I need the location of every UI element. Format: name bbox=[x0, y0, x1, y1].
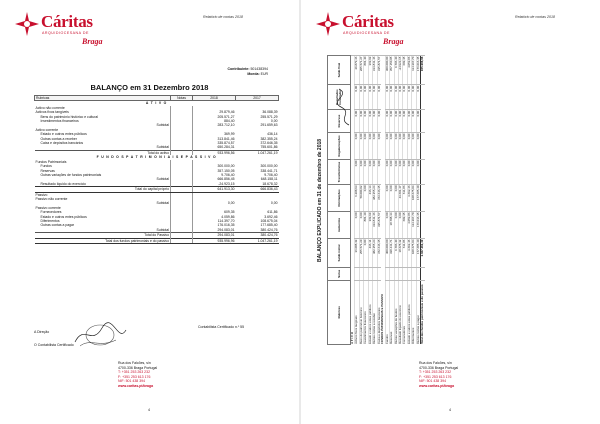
flux-cell: -24.923,15 bbox=[398, 56, 402, 85]
flux-col-header: Saldo final bbox=[328, 56, 351, 85]
flux-cell: 0,00 bbox=[377, 110, 381, 133]
row-label: Fornecedores bbox=[40, 210, 62, 215]
flux-cell: 300.000,00 bbox=[385, 56, 389, 85]
address-web[interactable]: www.caritas.pt/braga bbox=[419, 383, 455, 388]
flux-cell: 609,35 bbox=[403, 56, 407, 85]
flux-cell: 0,00 bbox=[364, 85, 368, 110]
row-value: 935.996,96 bbox=[193, 238, 236, 243]
section-label: A T I V O bbox=[145, 101, 168, 106]
row-value: 0,00 bbox=[270, 119, 278, 124]
flux-section-label: A T I V O bbox=[351, 56, 355, 345]
flux-cell: 9.706,40 bbox=[394, 238, 398, 267]
flux-cell: 369,99 bbox=[368, 56, 372, 85]
flux-cell: 0,00 bbox=[394, 160, 398, 185]
flux-cell: 0,00 bbox=[412, 160, 416, 185]
flux-cell: 0,00 bbox=[359, 110, 363, 133]
flux-row-label: Caixa e depósitos bancários bbox=[377, 280, 381, 344]
row-value: 114.397,70 bbox=[217, 218, 235, 223]
row-value: 755.601,86 bbox=[260, 145, 278, 150]
flux-cell: 3.692,46 bbox=[407, 184, 411, 211]
row-label: Resultado líquido do exercício bbox=[40, 181, 86, 186]
row-label: Activos fixos tangíveis bbox=[35, 110, 69, 115]
flux-cell: 0,00 bbox=[407, 160, 411, 185]
row-label: Total dos fundos patrimoniais e do passivo bbox=[35, 238, 171, 243]
direction-label: A Direção bbox=[34, 330, 50, 334]
flux-cell: 0,00 bbox=[355, 211, 359, 238]
flux-cell: 0,00 bbox=[407, 133, 411, 160]
flux-cell: 0,00 bbox=[394, 110, 398, 133]
flux-row-label: Bens do património histórico bbox=[359, 280, 363, 344]
flux-cell: 0,00 bbox=[364, 238, 368, 267]
flux-cell: 177.685,40 bbox=[416, 238, 420, 267]
row-value: 294.083,01 bbox=[193, 233, 236, 238]
row-label: Subtotal bbox=[156, 201, 169, 206]
col-header: Rubricas bbox=[35, 96, 171, 101]
flux-cell bbox=[421, 160, 425, 185]
flux-cell bbox=[421, 211, 425, 238]
row-value: 108.675,04 bbox=[260, 218, 278, 223]
flux-cell: 338.441,71 bbox=[390, 238, 394, 267]
flux-cell: 0,00 bbox=[359, 211, 363, 238]
row-value: 3.692,46 bbox=[264, 214, 278, 219]
flux-cell: 0,00 bbox=[398, 133, 402, 160]
row-value: 372.646,35 bbox=[260, 141, 278, 146]
signature-icon bbox=[335, 87, 355, 127]
flux-cell: 357.150,05 bbox=[390, 56, 394, 85]
flux-row-label: Estado e outros entes públicos bbox=[407, 280, 411, 344]
flux-cell: 0,00 bbox=[403, 133, 407, 160]
rotated-title: BALANÇO EXPLICADO em 31 de dezembro de 2018 bbox=[317, 138, 323, 263]
flux-cell: 3.692,46 bbox=[407, 238, 411, 267]
row-value: 36.088,39 bbox=[262, 110, 278, 115]
caritas-logo bbox=[315, 11, 404, 46]
flux-cell: 0,00 bbox=[368, 133, 372, 160]
flux-row-label: Outras contas a pagar bbox=[416, 280, 420, 344]
flux-cell: 382.355,24 bbox=[373, 184, 377, 211]
flux-cell: 0,00 bbox=[359, 133, 363, 160]
contribuinte-value: 501438394 bbox=[250, 67, 268, 71]
flux-cell: 884,40 bbox=[364, 211, 368, 238]
caritas-cross-icon bbox=[315, 11, 341, 37]
caritas-logo bbox=[14, 11, 103, 46]
contribuinte-label: Contribuinte: bbox=[227, 67, 250, 71]
row-value: 0,00 bbox=[270, 201, 278, 206]
row-value: 357.150,05 bbox=[217, 168, 235, 173]
row-value: 29.879,46 bbox=[219, 110, 235, 115]
flux-row-label: Fundos bbox=[385, 280, 389, 344]
flux-cell: 0,00 bbox=[385, 211, 389, 238]
flux-cell: 0,00 bbox=[359, 160, 363, 185]
flux-cell: 0,00 bbox=[385, 133, 389, 160]
flux-cell: 176.016,35 bbox=[416, 56, 420, 85]
address-web[interactable]: www.caritas.pt/braga bbox=[118, 383, 154, 388]
flux-cell: 0,00 bbox=[355, 110, 359, 133]
moeda-label: Moeda: bbox=[247, 71, 260, 76]
flux-row-label: Outras contas a receber bbox=[373, 280, 377, 344]
flux-cell: 436,14 bbox=[368, 238, 372, 267]
caritas-cross-icon bbox=[14, 11, 40, 37]
meta-block bbox=[156, 67, 268, 76]
flux-cell: 300.000,00 bbox=[385, 238, 389, 267]
flux-cell: 50.000,02 bbox=[359, 184, 363, 211]
total-row bbox=[35, 238, 279, 243]
row-label: Subtotal bbox=[156, 123, 169, 128]
flux-cell: 0,00 bbox=[364, 184, 368, 211]
flux-cell bbox=[421, 133, 425, 160]
flux-cell: 255.571,29 bbox=[359, 238, 363, 267]
flux-cell: 0,00 bbox=[373, 160, 377, 185]
flux-cell: 29.879,46 bbox=[355, 56, 359, 85]
col-header: Notas bbox=[171, 96, 193, 101]
flux-cell: 43.601,47 bbox=[398, 184, 402, 211]
brand-subtitle: ARQUIDIOCESANA DE bbox=[343, 31, 390, 35]
flux-cell: 0,00 bbox=[394, 133, 398, 160]
flux-cell: 0,00 bbox=[377, 85, 381, 110]
row-label: Outras contas a pagar bbox=[40, 223, 75, 228]
flux-cell: 0,00 bbox=[390, 184, 394, 211]
row-label: Total do capital próprio bbox=[35, 187, 171, 192]
row-label: Estado e outros entes públicos bbox=[40, 132, 87, 137]
flux-cell: 0,00 bbox=[385, 110, 389, 133]
flux-cell: 313.841,46 bbox=[373, 211, 377, 238]
flux-cell: 177.685,40 bbox=[416, 184, 420, 211]
row-label: Activo não corrente bbox=[35, 105, 65, 110]
rotated-content bbox=[313, 48, 583, 353]
flux-cell: 382.355,24 bbox=[373, 238, 377, 267]
row-label: Outras variações de fundos patrimoniais bbox=[40, 172, 102, 177]
row-label: Total do Passivo bbox=[35, 233, 171, 238]
page-balance-sheet bbox=[0, 0, 299, 424]
moeda-value: EUR bbox=[260, 71, 268, 76]
flux-cell: 1.047.261,19 bbox=[421, 238, 425, 267]
flux-cell: 313.841,46 bbox=[373, 56, 377, 85]
flux-cell: 205.571,27 bbox=[359, 56, 363, 85]
row-label: Estado e outros entes públicos bbox=[40, 214, 87, 219]
row-label: Subtotal bbox=[156, 177, 169, 182]
row-label: Fundos Patrimoniais bbox=[35, 159, 67, 164]
row-value: 255.571,29 bbox=[260, 114, 278, 119]
row-value: 294.083,01 bbox=[217, 227, 235, 232]
flux-cell: 108.675,04 bbox=[412, 238, 416, 267]
row-label: Subtotal bbox=[156, 145, 169, 150]
row-label: Outras contas a receber bbox=[40, 136, 77, 141]
row-label: Total do activo bbox=[35, 150, 171, 155]
flux-row-label: Fornecedores bbox=[403, 280, 407, 344]
flux-cell: 0,00 bbox=[390, 160, 394, 185]
row-label: Passivo bbox=[35, 192, 48, 197]
flux-cell bbox=[421, 110, 425, 133]
flux-cell: 0,00 bbox=[398, 85, 402, 110]
row-value: 884,40 bbox=[224, 119, 235, 124]
flux-cell: 372.646,35 bbox=[377, 184, 381, 211]
notes-cell bbox=[171, 238, 193, 243]
flux-cell: 0,00 bbox=[416, 85, 420, 110]
flux-cell: 0,00 bbox=[394, 184, 398, 211]
row-value: 313.841,46 bbox=[217, 136, 235, 141]
flux-cell: 18.708,34 bbox=[390, 211, 394, 238]
row-value: 0,00 bbox=[227, 201, 235, 206]
flux-cell: 0,00 bbox=[412, 85, 416, 110]
row-label: Passivo não corrente bbox=[35, 196, 68, 201]
flux-col-header: Regularizações bbox=[328, 133, 351, 160]
flux-row bbox=[421, 56, 425, 345]
row-value: 338.441,71 bbox=[260, 168, 278, 173]
page-number: 4 bbox=[148, 408, 150, 412]
flux-cell: 0,00 bbox=[355, 133, 359, 160]
row-label: Caixa e depósitos bancários bbox=[40, 141, 84, 146]
flux-row-label: Outras variações de fundos bbox=[394, 280, 398, 344]
flux-row-label: Reservas bbox=[390, 280, 394, 344]
flux-cell: 884,40 bbox=[364, 56, 368, 85]
row-label: Reservas bbox=[40, 168, 55, 173]
flux-cell: 0,00 bbox=[394, 85, 398, 110]
row-value: 609,35 bbox=[224, 210, 235, 215]
row-value: 369,99 bbox=[224, 132, 235, 137]
brand-subtitle: ARQUIDIOCESANA DE bbox=[42, 31, 89, 35]
flux-cell: 0,00 bbox=[394, 211, 398, 238]
flux-cell bbox=[421, 268, 425, 280]
address-block bbox=[419, 361, 458, 388]
flux-cell: 0,00 bbox=[377, 133, 381, 160]
flux-cell: 114.397,70 bbox=[412, 211, 416, 238]
flux-cell: 369,99 bbox=[368, 211, 372, 238]
flux-cell: 0,00 bbox=[364, 133, 368, 160]
header-note: Relatório de contas 2018 bbox=[515, 15, 555, 19]
flux-cell: 611,86 bbox=[403, 184, 407, 211]
row-value: 666.836,43 bbox=[236, 187, 279, 192]
flux-row-label: Investimentos financeiros bbox=[364, 280, 368, 344]
flux-row-label: Diferimentos bbox=[412, 280, 416, 344]
row-value: 611,86 bbox=[267, 210, 278, 215]
row-value: -24.923,15 bbox=[218, 181, 235, 186]
flux-cell: 0,00 bbox=[364, 110, 368, 133]
flux-cell: 611,86 bbox=[403, 238, 407, 267]
flux-col-header: Aumentos bbox=[328, 211, 351, 238]
row-value: 4.059,86 bbox=[221, 214, 235, 219]
section-label: F U N D O S P A T R I M O N I A I S E P A S S I V O bbox=[96, 155, 217, 160]
row-value: 177.685,40 bbox=[260, 223, 278, 228]
flux-cell: 0,00 bbox=[368, 110, 372, 133]
flux-cell: 335.874,57 bbox=[377, 211, 381, 238]
row-label: Passivo corrente bbox=[35, 205, 61, 210]
page-flux-table bbox=[301, 0, 600, 424]
flux-cell: 0,00 bbox=[390, 110, 394, 133]
signature-area bbox=[34, 320, 134, 350]
row-value: 176.016,35 bbox=[217, 223, 235, 228]
flux-cell: 0,00 bbox=[368, 85, 372, 110]
flux-cell: 0,00 bbox=[407, 110, 411, 133]
flux-cell: 0,00 bbox=[416, 110, 420, 133]
accountant-number: Contabilista Certificado n.º 55 bbox=[198, 325, 245, 329]
flux-cell: 176.016,35 bbox=[416, 211, 420, 238]
row-value: 9.706,40 bbox=[221, 172, 235, 177]
row-label: Subtotal bbox=[156, 227, 169, 232]
stamp-and-signature-icon bbox=[70, 320, 130, 350]
flux-cell: 0,00 bbox=[398, 160, 402, 185]
flux-cell: 0,00 bbox=[407, 85, 411, 110]
address-postal: 4700-336 Braga Portugal bbox=[118, 365, 158, 370]
flux-row-label: Activos fixos tangíveis bbox=[355, 280, 359, 344]
flux-cell: 0,00 bbox=[403, 160, 407, 185]
flux-col-header: Transferências bbox=[328, 160, 351, 185]
row-value: 380.424,76 bbox=[236, 233, 279, 238]
row-label: Bens do património histórico e cultural bbox=[40, 114, 98, 119]
flux-cell: 4.059,86 bbox=[407, 56, 411, 85]
flux-cell: 4.059,86 bbox=[407, 211, 411, 238]
brand-name: Cáritas bbox=[342, 12, 394, 31]
flux-cell: 935.996,96 bbox=[421, 56, 425, 85]
flux-row-label: Resultado líquido do exercício bbox=[398, 280, 402, 344]
flux-cell: 0,00 bbox=[385, 160, 389, 185]
row-value: 666.856,45 bbox=[217, 177, 235, 182]
address-fax: F: +351 253 613 176 bbox=[419, 374, 452, 379]
flux-col-header: Reservas bbox=[328, 110, 351, 133]
row-value: 283.712,10 bbox=[217, 123, 235, 128]
row-value: 436,14 bbox=[267, 132, 278, 137]
row-value: 205.571,27 bbox=[217, 114, 235, 119]
flux-cell: 0,00 bbox=[403, 85, 407, 110]
address-nif: NIF: 501 438 394 bbox=[419, 379, 447, 383]
flux-cell: 0,00 bbox=[373, 85, 377, 110]
flux-cell: 0,00 bbox=[390, 133, 394, 160]
row-value: 9.706,40 bbox=[264, 172, 278, 177]
address-postal: 4700-336 Braga Portugal bbox=[419, 365, 459, 370]
flux-cell: 0,00 bbox=[390, 85, 394, 110]
row-value: 648.158,11 bbox=[260, 177, 278, 182]
flux-cell: 0,00 bbox=[364, 160, 368, 185]
flux-cell: 0,00 bbox=[398, 110, 402, 133]
address-block bbox=[118, 361, 157, 388]
flux-col-header: Notas bbox=[328, 268, 351, 280]
flux-cell: 609,35 bbox=[403, 211, 407, 238]
row-value: 291.659,63 bbox=[260, 123, 278, 128]
flux-row-label: Total dos fundos patrimoniais e do passivo bbox=[421, 280, 425, 344]
address-street: Rua dos Falcões, s/n bbox=[118, 361, 151, 365]
flux-cell: 18.678,32 bbox=[398, 238, 402, 267]
row-value: 335.874,57 bbox=[217, 141, 235, 146]
balance-table bbox=[34, 95, 279, 244]
flux-cell: 0,00 bbox=[355, 160, 359, 185]
flux-cell: 0,00 bbox=[416, 133, 420, 160]
address-street: Rua dos Falcões, s/n bbox=[419, 361, 452, 365]
brand-city: Braga bbox=[383, 37, 404, 46]
flux-cell: 0,00 bbox=[355, 85, 359, 110]
row-value: 382.355,24 bbox=[260, 136, 278, 141]
flux-cell: 0,00 bbox=[373, 133, 377, 160]
flux-cell: 108.675,04 bbox=[412, 184, 416, 211]
flux-cell: 9.706,40 bbox=[394, 56, 398, 85]
flux-cell: 0,00 bbox=[398, 211, 402, 238]
flux-cell: 436,14 bbox=[368, 184, 372, 211]
address-tel: T: +351 253 263 232 bbox=[419, 370, 452, 374]
page-title: BALANÇO em 31 Dezembro 2018 bbox=[90, 83, 209, 92]
row-label: Diferimentos bbox=[40, 218, 60, 223]
flux-cell: 0,00 bbox=[416, 160, 420, 185]
flux-cell: 0,00 bbox=[373, 110, 377, 133]
header-note: Relatório de contas 2018 bbox=[203, 15, 243, 19]
row-value: 300.000,00 bbox=[217, 164, 235, 169]
row-label: Activo corrente bbox=[35, 127, 59, 132]
flux-cell: 0,00 bbox=[359, 85, 363, 110]
flux-row-label: Estado e outros entes públicos bbox=[368, 280, 372, 344]
brand-name: Cáritas bbox=[41, 12, 93, 31]
address-fax: F: +351 253 613 176 bbox=[118, 374, 151, 379]
address-nif: NIF: 501 438 394 bbox=[118, 379, 146, 383]
flux-section-label: FUNDOS PATRIMONIAIS E PASSIVO bbox=[381, 56, 385, 345]
row-value: 1.047.261,19 bbox=[236, 150, 279, 155]
flux-col-header: Resultados transitados bbox=[328, 85, 351, 110]
flux-cell: 0,00 bbox=[377, 160, 381, 185]
accountant-label: O Contabilista Certificado bbox=[34, 343, 74, 347]
row-value: 641.913,30 bbox=[193, 187, 236, 192]
flux-cell: 0,00 bbox=[385, 184, 389, 211]
brand-city: Braga bbox=[82, 37, 103, 46]
flux-cell bbox=[421, 85, 425, 110]
flux-cell: 0,00 bbox=[368, 160, 372, 185]
flux-cell bbox=[421, 184, 425, 211]
flux-cell: 0,00 bbox=[412, 110, 416, 133]
row-value: 650.284,31 bbox=[217, 145, 235, 150]
flux-cell: 114.397,70 bbox=[412, 56, 416, 85]
row-value: 380.424,76 bbox=[260, 227, 278, 232]
row-value: 300.000,00 bbox=[260, 164, 278, 169]
flux-cell: 372.646,35 bbox=[377, 238, 381, 267]
row-label: Investimentos financeiros bbox=[40, 119, 79, 124]
address-tel: T: +351 253 263 232 bbox=[118, 370, 151, 374]
flux-col-header: Saldo inicial bbox=[328, 238, 351, 267]
flux-col-header: Diminuições bbox=[328, 184, 351, 211]
flux-cell: 0,00 bbox=[403, 110, 407, 133]
flux-cell: 0,00 bbox=[385, 85, 389, 110]
col-header: 2018 bbox=[193, 96, 236, 101]
row-value: 18.678,32 bbox=[262, 181, 278, 186]
rotated-table-wrapper bbox=[313, 48, 583, 353]
page-number: 4 bbox=[449, 408, 451, 412]
row-value: 1.047.261,19 bbox=[236, 238, 279, 243]
flux-cell: 335.874,57 bbox=[377, 56, 381, 85]
flux-cell: 0,00 bbox=[412, 133, 416, 160]
row-label: Fundos bbox=[40, 164, 52, 169]
row-value: 933.996,56 bbox=[193, 150, 236, 155]
col-header: 2017 bbox=[236, 96, 279, 101]
flux-col-header: Rubricas bbox=[328, 280, 351, 344]
flux-cell: 36.088,39 bbox=[355, 238, 359, 267]
flux-cell: 6.208,93 bbox=[355, 184, 359, 211]
